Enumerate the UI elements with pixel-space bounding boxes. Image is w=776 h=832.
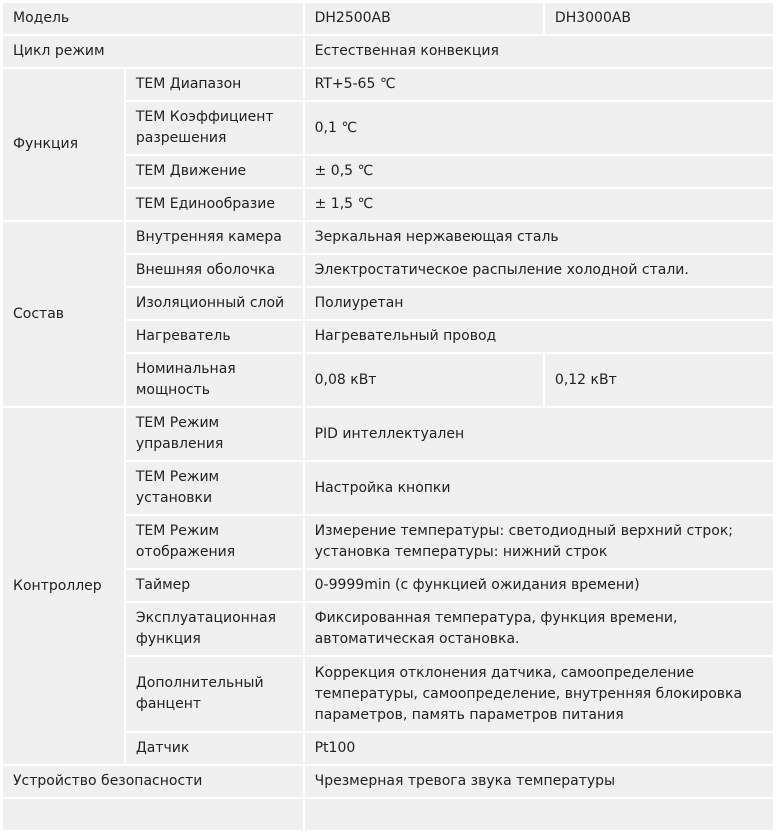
power-label-cell: Номинальная мощность [126,354,303,406]
row-value-cell: Измерение температуры: светодиодный верхний строк; установка температуры: нижний строк [305,516,773,568]
composition-group-cell: Состав [3,222,124,406]
table-row [3,69,773,100]
cycle-label-cell: Цикл режим [3,36,303,67]
table-row-safety [3,766,773,797]
row-label-cell: Внутренняя камера [126,222,303,253]
row-label-cell: Датчик [126,733,303,764]
model-label-cell: Модель [3,3,303,34]
row-value-cell: PID интеллектуален [305,408,773,460]
cycle-value-cell: Естественная конвекция [305,36,773,67]
row-value-cell: Полиуретан [305,288,773,319]
row-value-cell: ± 0,5 ℃ [305,156,773,187]
row-label-cell: ТЕМ Коэффициент разрешения [126,102,303,154]
row-label-cell: Эксплуатационная функция [126,603,303,655]
empty-cell [3,799,303,830]
table-row-cycle [3,36,773,67]
power-a-cell: 0,08 кВт [305,354,543,406]
row-value-cell: Зеркальная нержавеющая сталь [305,222,773,253]
row-label-cell: ТЕМ Движение [126,156,303,187]
row-label-cell: ТЕМ Единообразие [126,189,303,220]
row-value-cell: 0,1 ℃ [305,102,773,154]
row-label-cell: Дополнительный фанцент [126,657,303,731]
row-label-cell: Таймер [126,570,303,601]
row-label-cell: ТЕМ Режим установки [126,462,303,514]
table-row [3,408,773,460]
row-value-cell: ± 1,5 ℃ [305,189,773,220]
row-value-cell: Фиксированная температура, функция времени, автоматическая остановка. [305,603,773,655]
row-label-cell: Внешняя оболочка [126,255,303,286]
row-label-cell: Нагреватель [126,321,303,352]
row-value-cell: Электростатическое распыление холодной стали. [305,255,773,286]
safety-value-cell: Чрезмерная тревога звука температуры [305,766,773,797]
row-value-cell: Pt100 [305,733,773,764]
row-label-cell: ТЕМ Диапазон [126,69,303,100]
controller-group-cell: Контроллер [3,408,124,764]
row-value-cell: Коррекция отклонения датчика, самоопределение температуры, самоопределение, внутренняя блокировка параметров, память параметров питания [305,657,773,731]
row-value-cell: RT+5-65 ℃ [305,69,773,100]
spec-table [1,1,775,832]
row-label-cell: Изоляционный слой [126,288,303,319]
table-row [3,222,773,253]
model-b-cell: DH3000AB [545,3,773,34]
model-a-cell: DH2500AB [305,3,543,34]
table-row-cut-off [3,799,773,830]
function-group-cell: Функция [3,69,124,220]
power-b-cell: 0,12 кВт [545,354,773,406]
table-row-model [3,3,773,34]
safety-label-cell: Устройство безопасности [3,766,303,797]
empty-cell [305,799,773,830]
row-label-cell: ТЕМ Режим управления [126,408,303,460]
row-value-cell: 0-9999min (с функцией ожидания времени) [305,570,773,601]
row-value-cell: Настройка кнопки [305,462,773,514]
row-value-cell: Нагревательный провод [305,321,773,352]
row-label-cell: ТЕМ Режим отображения [126,516,303,568]
